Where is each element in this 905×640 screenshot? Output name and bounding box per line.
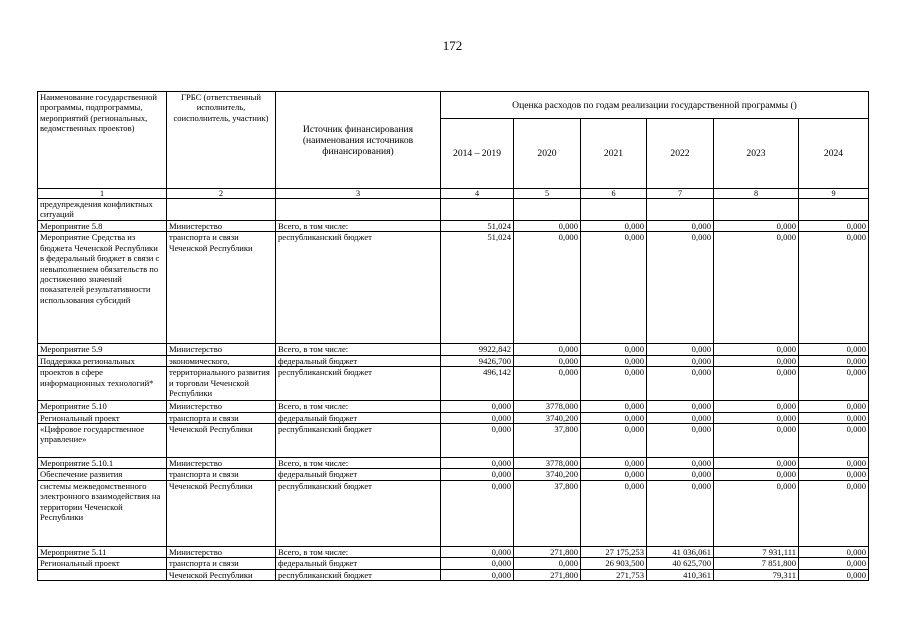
- cell-source: республиканский бюджет: [276, 367, 441, 401]
- column-number: 8: [714, 189, 799, 199]
- cell-value: 0,000: [514, 232, 581, 344]
- cell-value: 27 175,253: [581, 546, 647, 557]
- cell-value: 0,000: [799, 367, 869, 401]
- table-row: [38, 401, 869, 412]
- cell-grbs: транспорта и связи: [167, 469, 276, 480]
- cell-value: 0,000: [714, 232, 799, 344]
- cell-value: [581, 199, 647, 221]
- column-number: 1: [38, 189, 167, 199]
- cell-value: 3740,200: [514, 412, 581, 423]
- cell-grbs: Министерство: [167, 221, 276, 232]
- cell-grbs: Чеченской Республики: [167, 424, 276, 458]
- cell-value: 0,000: [581, 412, 647, 423]
- cell-source: [276, 199, 441, 221]
- header-year: 2020: [514, 119, 581, 189]
- cell-value: 0,000: [647, 232, 714, 344]
- cell-source: Всего, в том числе:: [276, 344, 441, 355]
- cell-value: 0,000: [514, 367, 581, 401]
- cell-value: 51,024: [441, 232, 514, 344]
- cell-value: 0,000: [514, 344, 581, 355]
- cell-value: 0,000: [647, 480, 714, 546]
- cell-value: 271,800: [514, 546, 581, 557]
- cell-value: 0,000: [647, 424, 714, 458]
- cell-value: 7 931,111: [714, 546, 799, 557]
- cell-value: 0,000: [581, 480, 647, 546]
- cell-value: 0,000: [647, 367, 714, 401]
- cell-value: 0,000: [799, 401, 869, 412]
- cell-source: федеральный бюджет: [276, 355, 441, 366]
- header-year: 2024: [799, 119, 869, 189]
- cell-value: 0,000: [581, 355, 647, 366]
- cell-value: 0,000: [441, 546, 514, 557]
- cell-value: 51,024: [441, 221, 514, 232]
- cell-source: Всего, в том числе:: [276, 221, 441, 232]
- cell-value: 0,000: [799, 232, 869, 344]
- cell-value: 0,000: [799, 480, 869, 546]
- cell-value: 0,000: [441, 458, 514, 469]
- cell-name: «Цифровое государственное управление»: [38, 424, 167, 458]
- cell-value: 0,000: [647, 458, 714, 469]
- cell-grbs: Министерство: [167, 546, 276, 557]
- cell-value: 0,000: [799, 469, 869, 480]
- header-year: 2022: [647, 119, 714, 189]
- cell-source: республиканский бюджет: [276, 480, 441, 546]
- cell-value: [647, 199, 714, 221]
- header-group: Оценка расходов по годам реализации государственной программы (): [441, 92, 869, 119]
- cell-value: 37,800: [514, 480, 581, 546]
- cell-grbs: [167, 199, 276, 221]
- cell-name: системы межведомственного электронного взаимодействия на территории Чеченской Республики: [38, 480, 167, 546]
- cell-value: 0,000: [714, 355, 799, 366]
- table-row: [38, 344, 869, 355]
- column-number: 6: [581, 189, 647, 199]
- cell-name: Мероприятие 5.10: [38, 401, 167, 412]
- cell-value: 9922,842: [441, 344, 514, 355]
- cell-value: 0,000: [581, 469, 647, 480]
- cell-value: 0,000: [441, 412, 514, 423]
- cell-value: 0,000: [441, 569, 514, 580]
- cell-value: 410,361: [647, 569, 714, 580]
- cell-value: 0,000: [441, 424, 514, 458]
- cell-value: [441, 199, 514, 221]
- page-number: 172: [442, 38, 463, 53]
- cell-name: Региональный проект: [38, 412, 167, 423]
- cell-value: 271,753: [581, 569, 647, 580]
- cell-value: 0,000: [714, 367, 799, 401]
- cell-grbs: транспорта и связи Чеченской Республики: [167, 232, 276, 344]
- header-grbs: ГРБС (ответственный исполнитель, соисполнитель, участник): [167, 92, 276, 189]
- cell-name: Обеспечение развития: [38, 469, 167, 480]
- cell-source: республиканский бюджет: [276, 569, 441, 580]
- cell-value: 0,000: [714, 480, 799, 546]
- cell-value: 0,000: [647, 401, 714, 412]
- table-row: [38, 569, 869, 580]
- cell-value: 0,000: [514, 355, 581, 366]
- cell-value: 0,000: [441, 469, 514, 480]
- cell-value: 0,000: [799, 569, 869, 580]
- cell-value: [514, 199, 581, 221]
- cell-value: 3740,200: [514, 469, 581, 480]
- cell-value: 0,000: [799, 221, 869, 232]
- expenditure-table: [37, 91, 869, 581]
- table-row: [38, 480, 869, 546]
- cell-value: 0,000: [799, 344, 869, 355]
- header-program-name: Наименование государственной программы, подпрограммы, мероприятий (региональных, ведомственных проектов): [38, 92, 167, 189]
- cell-name: [38, 569, 167, 580]
- cell-value: 0,000: [647, 221, 714, 232]
- cell-value: 0,000: [799, 355, 869, 366]
- cell-value: 3778,000: [514, 401, 581, 412]
- cell-source: республиканский бюджет: [276, 232, 441, 344]
- cell-name: Поддержка региональных: [38, 355, 167, 366]
- cell-value: 0,000: [514, 558, 581, 569]
- cell-source: федеральный бюджет: [276, 469, 441, 480]
- cell-value: 37,800: [514, 424, 581, 458]
- cell-value: 0,000: [714, 344, 799, 355]
- cell-value: 40 625,700: [647, 558, 714, 569]
- cell-source: республиканский бюджет: [276, 424, 441, 458]
- cell-value: 0,000: [714, 469, 799, 480]
- cell-name: Мероприятие 5.10.1: [38, 458, 167, 469]
- cell-source: федеральный бюджет: [276, 558, 441, 569]
- cell-value: 0,000: [799, 412, 869, 423]
- cell-value: 26 903,500: [581, 558, 647, 569]
- column-number: 3: [276, 189, 441, 199]
- cell-value: 0,000: [714, 412, 799, 423]
- cell-value: 0,000: [714, 401, 799, 412]
- header-year: 2014 – 2019: [441, 119, 514, 189]
- cell-grbs: Министерство: [167, 458, 276, 469]
- cell-grbs: Министерство: [167, 401, 276, 412]
- cell-grbs: территориального развития и торговли Чеченской Республики: [167, 367, 276, 401]
- cell-value: 7 851,800: [714, 558, 799, 569]
- table-row: [38, 232, 869, 344]
- table-row: [38, 424, 869, 458]
- cell-value: 0,000: [799, 458, 869, 469]
- cell-grbs: транспорта и связи: [167, 558, 276, 569]
- cell-name: Мероприятие 5.11: [38, 546, 167, 557]
- cell-source: Всего, в том числе:: [276, 458, 441, 469]
- cell-value: 0,000: [799, 546, 869, 557]
- table-row: [38, 458, 869, 469]
- cell-value: 0,000: [441, 480, 514, 546]
- cell-value: 0,000: [647, 355, 714, 366]
- cell-value: 0,000: [581, 401, 647, 412]
- cell-value: 0,000: [799, 558, 869, 569]
- cell-source: федеральный бюджет: [276, 412, 441, 423]
- cell-grbs: Министерство: [167, 344, 276, 355]
- cell-grbs: экономического,: [167, 355, 276, 366]
- header-year: 2023: [714, 119, 799, 189]
- cell-grbs: транспорта и связи: [167, 412, 276, 423]
- cell-value: 0,000: [714, 424, 799, 458]
- column-number: 2: [167, 189, 276, 199]
- cell-value: 0,000: [647, 412, 714, 423]
- table-row: [38, 367, 869, 401]
- cell-grbs: Чеченской Республики: [167, 480, 276, 546]
- cell-value: 0,000: [581, 458, 647, 469]
- cell-name: Мероприятие Средства из бюджета Чеченской Республики в федеральный бюджет в связи с невыполнением обязательств по достижению значений показателей результативности использования субсидий: [38, 232, 167, 344]
- column-number: 4: [441, 189, 514, 199]
- column-number: 9: [799, 189, 869, 199]
- cell-value: 0,000: [581, 344, 647, 355]
- cell-source: Всего, в том числе:: [276, 546, 441, 557]
- header-source: Источник финансирования (наименования источников финансирования): [276, 92, 441, 189]
- cell-value: 0,000: [514, 221, 581, 232]
- cell-value: 0,000: [581, 221, 647, 232]
- cell-value: 3778,000: [514, 458, 581, 469]
- cell-value: 0,000: [714, 221, 799, 232]
- cell-value: 496,142: [441, 367, 514, 401]
- header-year: 2021: [581, 119, 647, 189]
- table-row: [38, 469, 869, 480]
- cell-name: Региональный проект: [38, 558, 167, 569]
- cell-value: 0,000: [581, 232, 647, 344]
- cell-value: 0,000: [581, 367, 647, 401]
- cell-name: предупреждения конфликтных ситуаций: [38, 199, 167, 221]
- cell-value: 79,311: [714, 569, 799, 580]
- cell-source: Всего, в том числе:: [276, 401, 441, 412]
- cell-value: 0,000: [441, 558, 514, 569]
- cell-value: 0,000: [647, 469, 714, 480]
- cell-value: 0,000: [441, 401, 514, 412]
- table-row: [38, 546, 869, 557]
- table-row: [38, 199, 869, 221]
- cell-value: 0,000: [581, 424, 647, 458]
- cell-name: Мероприятие 5.9: [38, 344, 167, 355]
- cell-value: 271,800: [514, 569, 581, 580]
- cell-value: 0,000: [799, 424, 869, 458]
- column-number: 7: [647, 189, 714, 199]
- cell-value: [799, 199, 869, 221]
- cell-name: Мероприятие 5.8: [38, 221, 167, 232]
- cell-value: 0,000: [647, 344, 714, 355]
- cell-name: проектов в сфере информационных технологий*: [38, 367, 167, 401]
- table-row: [38, 558, 869, 569]
- cell-value: 9426,700: [441, 355, 514, 366]
- cell-value: 0,000: [714, 458, 799, 469]
- column-number: 5: [514, 189, 581, 199]
- table-row: [38, 412, 869, 423]
- cell-value: [714, 199, 799, 221]
- table-row: [38, 221, 869, 232]
- table-row: [38, 355, 869, 366]
- cell-grbs: Чеченской Республики: [167, 569, 276, 580]
- cell-value: 41 036,061: [647, 546, 714, 557]
